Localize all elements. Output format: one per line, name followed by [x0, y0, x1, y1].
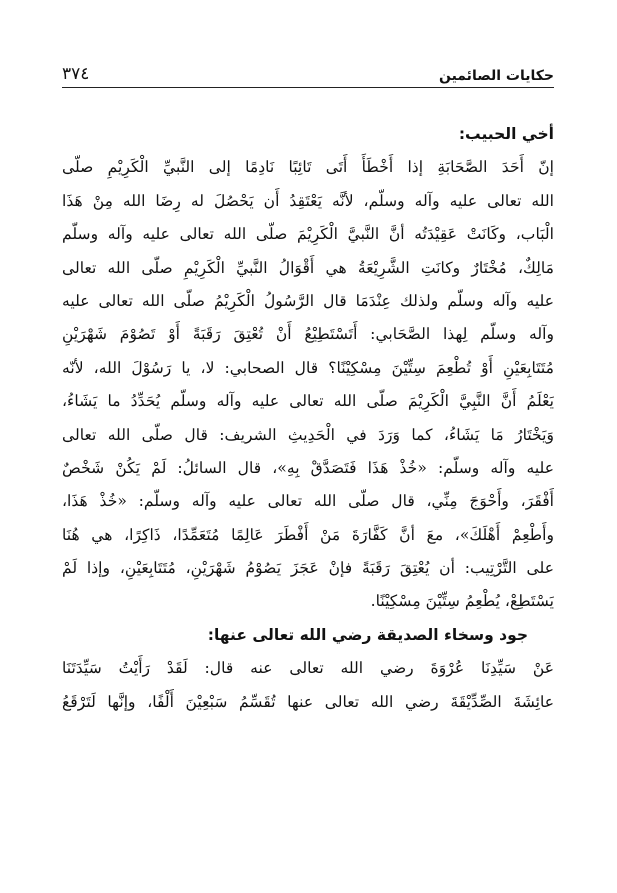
text-line: الله تعالى عليه وآله وسلّم، لأنَّه يَعْتَقِدُ أَن يَحْصُلَ له رِضَا الله مِنْ هَذَا [62, 191, 554, 210]
text-line: إنّ أَحَدَ الصَّحَابَةِ إذا أَخْطَأَ أَتَى تَائِبًا نَادِمًا إلى النَّبيِّ الْكَرِيْمِ صلّى [62, 158, 554, 177]
header-rule [62, 87, 554, 88]
text-line: عَنْ سَيِّدِنَا عُرْوَةَ رضي الله تعالى عنه قال: لَقَدْ رَأَيْتُ سَيِّدَتَنَا [62, 659, 554, 678]
text-line: وآله وسلّم لِهذا الصَّحَابي: أَتَسْتَطِيْعُ أَنْ تُعْتِقَ رَقَبَةً أَوْ تَصُوْمَ شَهْرَيْنِ [62, 325, 554, 344]
text-line: الْبَاب، وكَانَتْ عَقِيْدَتُه أنَّ النَّبيَّ الْكَرِيْمَ صلّى الله تعالى عليه وآله وسلّم [62, 225, 554, 244]
section-heading: جود وسخاء الصديقة رضي الله تعالى عنها: [207, 625, 528, 644]
text-line: مَالِكٌ، مُخْتَارٌ وكانَتِ الشَّرِيْعَةُ هي أَقْوَالُ النَّبيِّ الْكَرِيْمِ صلّى الله تعالى [62, 258, 554, 277]
text-line: يَعْلَمُ أَنَّ النَّبِيَّ الْكَرِيْمَ صلّى الله تعالى عليه وآله وسلّم يُحَدِّدُ ما يَشَاءُ، [62, 392, 554, 411]
body-text [62, 118, 554, 719]
text-line: عليه وآله وسلّم: «خُذْ هَذَا فَتَصَدَّقْ بِهِ»، قال السائلُ: لَمْ يَكُنْ شَخْصٌ [62, 458, 554, 477]
text-line: أَفْقَرَ، وأَحْوَجَ مِنِّي، قال صلّى الله تعالى عليه وآله وسلّم: «خُذْ هَذَا، [62, 492, 554, 511]
text-line: مُتَتَابِعَيْنِ أَوْ تُطْعِمَ سِتِّيْنَ مِسْكِيْنًا؟ قال الصحابي: لا، يا رَسُوْلَ الله، لأنّه [62, 358, 554, 377]
text-line: وَيَخْتَارُ مَا يَشَاءُ، كما وَرَدَ في الْحَدِيثِ الشريف: قال صلّى الله تعالى [62, 425, 554, 444]
section-heading: أخي الحبيب: [458, 125, 554, 143]
text-line: عائِشَةَ الصِّدِّيْقَةَ رضي الله تعالى عنها تُقَسِّمُ سَبْعِيْنَ أَلْفًا، وإنَّها لَتَرْقَعُ [62, 692, 554, 711]
text-line: وأَطْعِمْ أَهْلَكَ»، معَ أنَّ كَفَّارَةَ مَنْ أَفْطَرَ عَالِمًا مُتَعَمِّدًا، ذَاكِرًا، هي هُنَا [62, 525, 554, 544]
page-number: ٣٧٤ [62, 64, 90, 84]
running-header [62, 58, 554, 84]
text-line: على التَّرْتِيب: أن يُعْتِقَ رَقَبَةً فإنْ عَجَزَ يَصُوْمُ شَهْرَيْنِ، مُتَتَابِعَيْنِ، وإذا لَمْ [62, 559, 554, 578]
book-title: حكايات الصائمين [438, 68, 554, 84]
text-line: يَسْتَطِعْ، يُطْعِمُ سِتِّيْنَ مِسْكِيْنًا. [370, 592, 554, 611]
text-line: عليه وآله وسلّم ولذلك عِنْدَمَا قال الرَّسُولُ الْكَرِيْمُ صلّى الله تعالى عليه [62, 291, 554, 310]
